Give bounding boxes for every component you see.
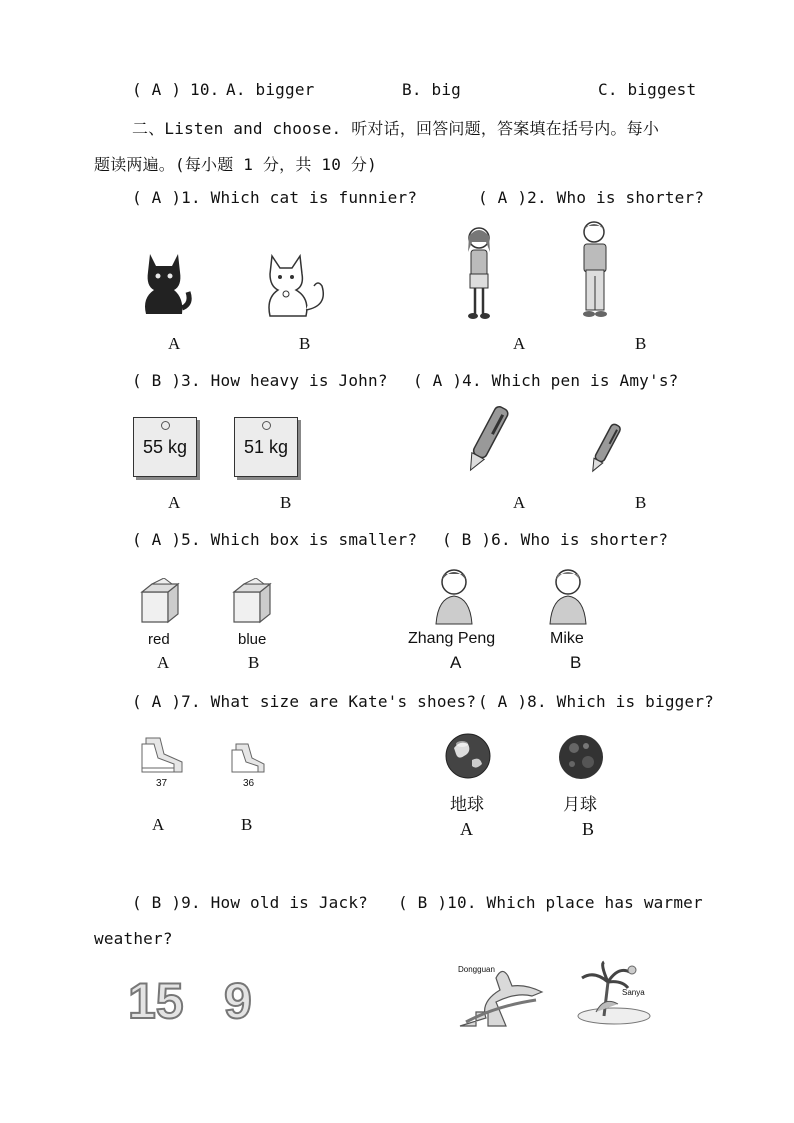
zhang-peng-image — [432, 566, 476, 626]
earth-caption: 地球 — [450, 795, 484, 815]
weight-51-text: 51 kg — [243, 436, 289, 457]
q8-label-b: B — [582, 819, 595, 839]
option-c: C. biggest — [598, 80, 697, 99]
blue-box-image — [230, 578, 274, 624]
question-10-cont: weather? — [94, 929, 173, 948]
q8-label-a: A — [460, 819, 473, 839]
shoe-size-37: 37 — [156, 778, 168, 789]
q7-label-b: B — [241, 815, 253, 834]
q1-label-a: A — [168, 334, 181, 353]
question-5: ( A )5. Which box is smaller? — [132, 530, 418, 549]
question-8: ( A )8. Which is bigger? — [478, 692, 714, 711]
q10-prev-paren: ( A ) — [132, 80, 182, 99]
shoes-37-image — [138, 732, 186, 776]
q4-label-b: B — [635, 493, 647, 512]
dongguan-caption: Dongguan — [458, 965, 495, 974]
sanya-caption: Sanya — [622, 988, 645, 997]
black-cat-image — [136, 246, 192, 322]
mike-image — [546, 566, 590, 626]
option-a: A. bigger — [226, 80, 315, 99]
q5-label-b: B — [248, 653, 260, 672]
earth-image — [444, 730, 492, 782]
weight-55-text: 55 kg — [142, 436, 188, 457]
question-3: ( B )3. How heavy is John? — [132, 371, 388, 390]
weight-note-51 — [234, 417, 298, 477]
q4-label-a: A — [513, 493, 526, 512]
shoe-size-36: 36 — [243, 778, 255, 789]
pin-icon — [262, 421, 271, 430]
q3-label-a: A — [168, 493, 181, 512]
red-box-image — [138, 578, 182, 624]
question-4: ( A )4. Which pen is Amy's? — [413, 371, 679, 390]
girl-image — [462, 222, 496, 322]
section-heading-line1: 二、Listen and choose. 听对话，回答问题，答案填在括号内。每小 — [132, 119, 660, 138]
q1-label-b: B — [299, 334, 311, 353]
question-7: ( A )7. What size are Kate's shoes? — [132, 692, 477, 711]
pin-icon — [161, 421, 170, 430]
blue-box-caption: blue — [238, 631, 267, 648]
q6-label-a: A — [450, 653, 462, 672]
q5-label-a: A — [157, 653, 170, 672]
question-9: ( B )9. How old is Jack? — [132, 893, 368, 912]
q2-label-a: A — [513, 334, 526, 353]
question-2: ( A )2. Who is shorter? — [478, 188, 705, 207]
white-cat-image — [262, 250, 332, 322]
weight-note-55 — [133, 417, 197, 477]
q2-label-b: B — [635, 334, 647, 353]
shoes-36-image — [230, 738, 268, 776]
number-9: 9 — [224, 973, 252, 1029]
red-box-caption: red — [148, 631, 170, 648]
mike-caption: Mike — [550, 630, 584, 647]
boy-image — [576, 218, 616, 322]
q6-label-b: B — [570, 653, 582, 672]
q7-label-a: A — [152, 815, 165, 834]
q10-prev-num: 10. — [190, 80, 220, 99]
question-6: ( B )6. Who is shorter? — [442, 530, 669, 549]
question-1: ( A )1. Which cat is funnier? — [132, 188, 418, 207]
moon-image — [558, 732, 604, 782]
option-b: B. big — [402, 80, 461, 99]
zhang-peng-caption: Zhang Peng — [408, 630, 496, 647]
small-pen-image — [584, 420, 624, 480]
q3-label-b: B — [280, 493, 292, 512]
moon-caption: 月球 — [563, 795, 597, 815]
big-pen-image — [460, 402, 512, 480]
question-10: ( B )10. Which place has warmer — [398, 893, 703, 912]
section-heading-line2: 题读两遍。(每小题 1 分，共 10 分) — [94, 155, 377, 174]
number-15: 15 — [128, 973, 184, 1029]
